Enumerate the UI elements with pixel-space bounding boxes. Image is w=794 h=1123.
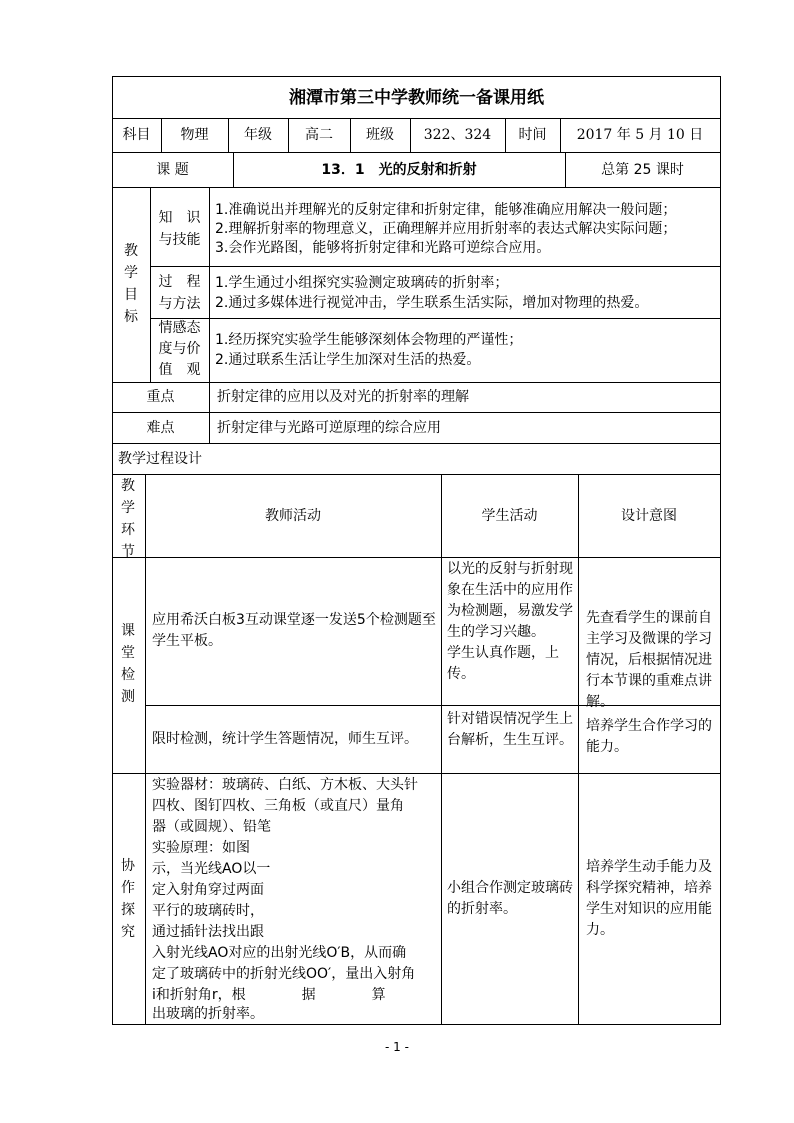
class-label: 班级: [366, 127, 394, 143]
subject-value: 物理: [180, 127, 209, 143]
header-stage: 教学环节: [121, 478, 135, 560]
header-teacher: 教师活动: [265, 508, 321, 524]
grade-label: 年级: [244, 127, 272, 143]
inquiry-teacher-line: 入射光线AO对应的出射光线O′B，从而确: [152, 945, 407, 961]
goal-emotion-line-1: 1.经历探究实验学生能够深刻体会物理的严谨性；: [215, 332, 523, 348]
page-title: 湘潭市第三中学教师统一备课用纸: [289, 88, 544, 108]
stage-classroom-test: 课堂检测: [121, 623, 135, 705]
inquiry-teacher-line: 四枚、图钉四枚、三角板（或直尺）量角: [152, 798, 404, 814]
difficulty-label: 难点: [146, 420, 175, 436]
test-teacher-activity-2: 限时检测，统计学生答题情况，师生互评。: [152, 731, 418, 747]
goal-label-emotion: 情感态 度与价 值 观: [158, 320, 201, 378]
inquiry-teacher-line: 示，当光线AO以一: [152, 861, 271, 877]
time-value: 2017 年 5 月 10 日: [576, 127, 704, 143]
inquiry-teacher-line: 通过插针法找出跟: [152, 924, 264, 940]
inquiry-teacher-line: 定入射角穿过两面: [152, 882, 264, 898]
header-intent: 设计意图: [621, 508, 677, 524]
period-count: 总第 25 课时: [601, 162, 684, 178]
goal-knowledge-line-3: 3.会作光路图，能够将折射定律和光路可逆综合应用。: [215, 240, 551, 256]
class-value: 322、324: [423, 127, 492, 143]
key-point-label: 重点: [146, 389, 175, 405]
topic-value: 13．1 光的反射和折射: [321, 162, 477, 178]
goal-label-knowledge: 知 识 与技能: [158, 210, 201, 248]
page-number: - 1 -: [385, 1040, 409, 1054]
goal-knowledge-line-1: 1.准确说出并理解光的反射定律和折射定律，能够准确应用解决一般问题；: [215, 202, 677, 218]
inquiry-student-activity: 小组合作测定玻璃砖的折射率。: [447, 880, 573, 917]
goal-process-line-1: 1.学生通过小组探究实验测定玻璃砖的折射率；: [215, 275, 509, 291]
goals-label: 教学目标: [124, 243, 138, 325]
difficulty-value: 折射定律与光路可逆原理的综合应用: [217, 420, 441, 436]
test-intent-2: 培养学生合作学习的能力。: [586, 718, 712, 755]
test-intent-1: 先查看学生的课前自主学习及微课的学习情况，后根据情况进行本节课的重难点讲解。: [586, 610, 712, 710]
header-student: 学生活动: [481, 508, 538, 524]
inquiry-teacher-line: 出玻璃的折射率。: [152, 1006, 264, 1022]
inquiry-intent: 培养学生动手能力及科学探究精神，培养学生对知识的应用能力。: [586, 859, 712, 938]
key-point-value: 折射定律的应用以及对光的折射率的理解: [217, 389, 469, 405]
inquiry-teacher-line: i和折射角r，根 据 算: [152, 987, 386, 1003]
test-teacher-activity-1: 应用希沃白板3互动课堂逐一发送5个检测题至学生平板。: [152, 612, 436, 649]
test-student-activity-2: 针对错误情况学生上台解析，生生互评。: [447, 711, 573, 748]
subject-label: 科目: [122, 127, 151, 143]
inquiry-teacher-line: 定了玻璃砖中的折射光线OO′，量出入射角: [152, 966, 416, 982]
grade-value: 高二: [305, 127, 333, 143]
inquiry-teacher-line: 器（或圆规）、铅笔: [152, 819, 271, 835]
test-student-activity-1: 以光的反射与折射现象在生活中的应用作为检测题，易激发学生的学习兴趣。 学生认真作题，上传。: [447, 561, 573, 682]
goal-emotion-line-2: 2.通过联系生活让学生加深对生活的热爱。: [215, 352, 481, 368]
goal-label-process: 过 程 与方法: [158, 274, 201, 312]
goal-knowledge-line-2: 2.理解折射率的物理意义，正确理解并应用折射率的表达式解决实际问题；: [215, 221, 677, 237]
inquiry-teacher-line: 实验原理：如图: [152, 840, 250, 856]
topic-label: 课 题: [156, 162, 189, 178]
process-label: 教学过程设计: [118, 451, 202, 467]
inquiry-teacher-line: 平行的玻璃砖时，: [152, 903, 264, 919]
goal-process-line-2: 2.通过多媒体进行视觉冲击，学生联系生活实际，增加对物理的热爱。: [215, 295, 649, 311]
inquiry-teacher-line: 实验器材：玻璃砖、白纸、方木板、大头针: [152, 777, 418, 793]
time-label: 时间: [518, 127, 547, 143]
stage-cooperative-inquiry: 协作探究: [121, 858, 135, 940]
